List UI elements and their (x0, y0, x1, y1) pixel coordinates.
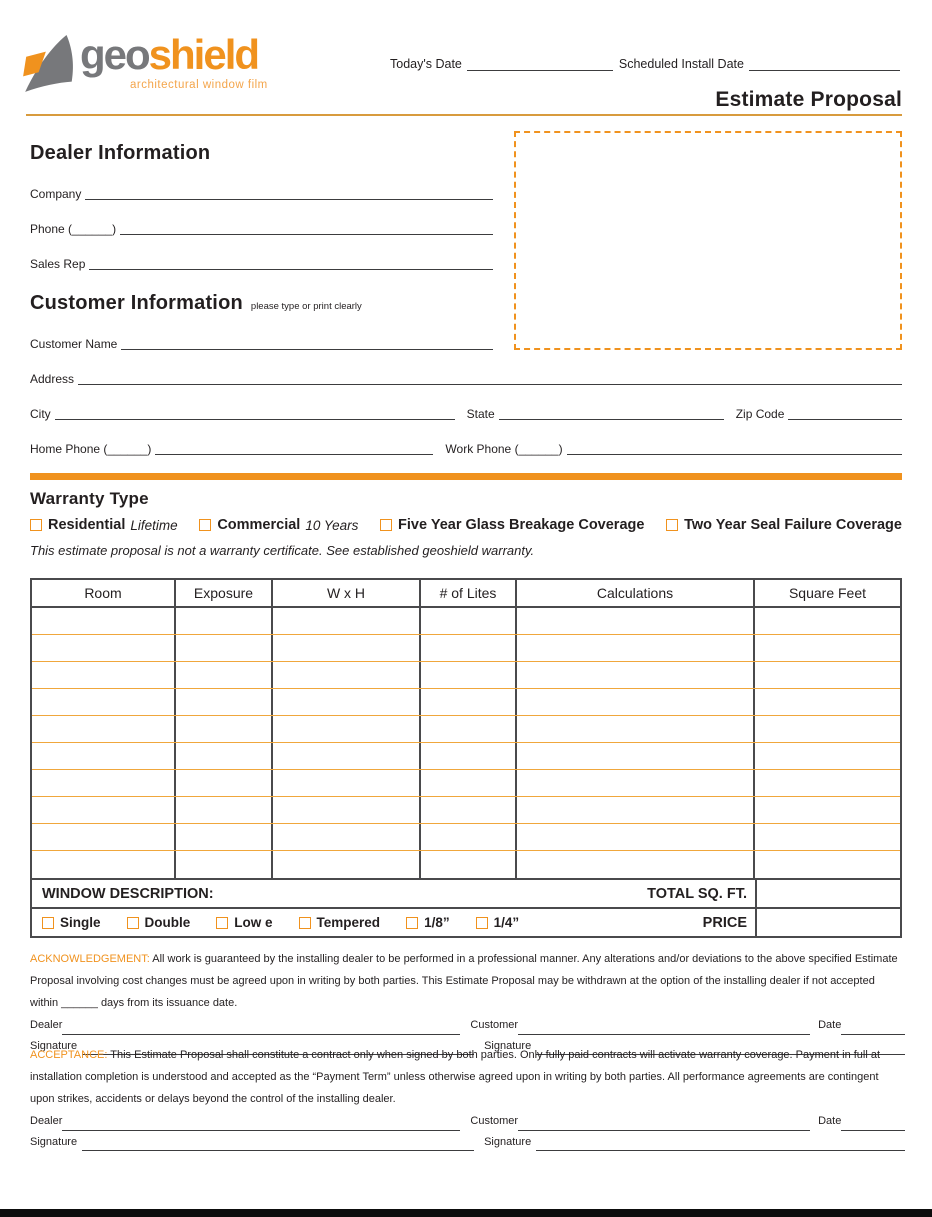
todays-date-field[interactable] (467, 59, 613, 71)
table-cell[interactable] (273, 743, 421, 769)
dealer-information-heading: Dealer Information (30, 142, 211, 164)
table-cell[interactable] (517, 662, 755, 688)
checkbox-icon[interactable] (42, 917, 54, 929)
table-cell[interactable] (755, 851, 900, 878)
table-cell[interactable] (176, 662, 273, 688)
table-cell[interactable] (755, 824, 900, 850)
table-cell[interactable] (32, 716, 176, 742)
customer-name-row (30, 338, 493, 350)
acc-customer-signature-field[interactable] (536, 1137, 905, 1151)
estimate-table-body (32, 608, 900, 878)
window-option-label: Tempered (316, 915, 381, 930)
warranty-type-heading: Warranty Type (30, 489, 149, 508)
company-row (30, 188, 493, 200)
table-cell[interactable] (421, 716, 517, 742)
table-cell[interactable] (421, 689, 517, 715)
checkbox-icon[interactable] (127, 917, 139, 929)
logo-geo-text: geo (80, 31, 149, 78)
window-option-label: Single (60, 915, 101, 930)
dealer-phone-row (30, 223, 493, 235)
table-cell[interactable] (421, 851, 517, 878)
table-row (32, 770, 900, 797)
city-state-zip-row (30, 408, 902, 420)
table-cell[interactable] (176, 770, 273, 796)
window-description-row (32, 878, 900, 907)
table-cell[interactable] (517, 608, 755, 634)
warranty-option-label: Five Year Glass Breakage Coverage (398, 517, 645, 533)
table-cell[interactable] (755, 743, 900, 769)
table-cell[interactable] (273, 635, 421, 661)
work-phone-field[interactable] (567, 443, 902, 455)
warranty-option-residential[interactable] (30, 517, 178, 533)
table-cell[interactable] (421, 608, 517, 634)
state-label: State (466, 407, 495, 421)
ack-dealer-field[interactable] (62, 1021, 460, 1035)
logo-tagline: architectural window film (130, 79, 268, 91)
column-header: W x H (273, 580, 421, 606)
checkbox-icon[interactable] (666, 519, 678, 531)
table-cell[interactable] (273, 662, 421, 688)
sales-rep-row (30, 258, 493, 270)
acceptance-block (30, 1044, 905, 1151)
page-bottom-bar (0, 1209, 932, 1217)
ack-dealer-row (30, 1017, 905, 1035)
window-option-label: 1/4” (493, 915, 520, 930)
table-cell[interactable] (176, 689, 273, 715)
checkbox-icon[interactable] (216, 917, 228, 929)
table-cell[interactable] (176, 716, 273, 742)
table-cell[interactable] (32, 743, 176, 769)
table-cell[interactable] (517, 770, 755, 796)
install-date-label: Scheduled Install Date (618, 57, 744, 71)
phones-row (30, 443, 902, 455)
dealer-label: Dealer (30, 1115, 63, 1127)
table-row (32, 824, 900, 851)
column-header: Square Feet (788, 585, 867, 601)
ack-date-field[interactable] (841, 1021, 905, 1035)
table-cell[interactable] (176, 797, 273, 823)
column-header: Calculations (517, 580, 755, 606)
table-row (32, 743, 900, 770)
table-cell[interactable] (176, 743, 273, 769)
table-cell[interactable] (32, 851, 176, 878)
signature-label: Signature (30, 1135, 78, 1148)
checkbox-icon[interactable] (406, 917, 418, 929)
warranty-option-commercial[interactable] (199, 517, 358, 533)
logo-shield-text: shield (148, 31, 259, 78)
table-cell[interactable] (421, 824, 517, 850)
table-cell[interactable] (32, 635, 176, 661)
column-header: Exposure (176, 580, 273, 606)
acc-date-field[interactable] (841, 1117, 905, 1131)
table-row (32, 716, 900, 743)
warranty-option-glass-breakage[interactable] (380, 517, 644, 533)
table-cell[interactable] (755, 797, 900, 823)
table-cell[interactable] (517, 716, 755, 742)
home-phone-field[interactable] (155, 443, 433, 455)
window-option-tempered[interactable] (299, 915, 381, 930)
table-row (32, 635, 900, 662)
customer-name-field[interactable] (121, 338, 493, 350)
sail-logo-icon (22, 34, 78, 99)
table-cell[interactable] (32, 662, 176, 688)
table-cell[interactable] (32, 608, 176, 634)
table-cell[interactable] (421, 743, 517, 769)
window-description-label: WINDOW DESCRIPTION: (42, 885, 214, 902)
acceptance-paragraph (30, 1044, 905, 1110)
table-cell[interactable] (273, 770, 421, 796)
dealer-phone-field[interactable] (120, 223, 493, 235)
warranty-option-qualifier: Lifetime (130, 517, 178, 533)
table-cell[interactable] (32, 689, 176, 715)
geoshield-logo (22, 31, 268, 99)
customer-information-heading: Customer Information (30, 292, 243, 314)
table-cell[interactable] (517, 743, 755, 769)
column-header: # of Lites (421, 580, 517, 606)
address-row (30, 373, 902, 385)
warranty-type-section (30, 489, 902, 558)
checkbox-icon[interactable] (299, 917, 311, 929)
table-row (32, 689, 900, 716)
table-cell[interactable] (755, 608, 900, 634)
estimate-table-header (32, 580, 900, 608)
table-cell[interactable] (421, 770, 517, 796)
warranty-option-qualifier: 10 Years (305, 517, 359, 533)
acceptance-label: ACCEPTANCE: (30, 1049, 108, 1061)
header-rule (26, 114, 902, 116)
acknowledgement-label: ACKNOWLEDGEMENT: (30, 953, 150, 965)
table-cell[interactable] (176, 824, 273, 850)
table-cell[interactable] (755, 716, 900, 742)
date-label: Date (818, 1019, 842, 1031)
warranty-disclaimer: This estimate proposal is not a warranty certificate. See established geoshield warranty. (30, 543, 535, 558)
table-cell[interactable] (273, 824, 421, 850)
acknowledgement-text: All work is guaranteed by the installing dealer to be performed in a professional manner. Any alterations and/or deviations to the above specified Estimate Proposal involving cost changes must be agreed upon in writing by both parties. This Estimate Proposal may be withdrawn at the option of the installing dealer if not accepted within ______ days from its issuance date. (30, 953, 898, 1009)
table-row (32, 797, 900, 824)
column-header: Room (32, 580, 176, 606)
table-row (32, 662, 900, 689)
home-phone-label: Home Phone (______) (30, 442, 152, 456)
section-divider-bar (30, 473, 902, 480)
acc-signature-row (30, 1134, 905, 1152)
table-cell[interactable] (273, 797, 421, 823)
dealer-phone-label: Phone (______) (30, 222, 117, 236)
table-cell[interactable] (421, 797, 517, 823)
header-date-row (390, 58, 900, 71)
logo-wordmark (80, 31, 268, 78)
window-options-row (32, 909, 757, 936)
total-sq-ft-label: TOTAL SQ. FT. (647, 885, 747, 902)
sales-rep-field[interactable] (89, 258, 493, 270)
customer-note: please type or print clearly (250, 301, 362, 312)
checkbox-icon[interactable] (476, 917, 488, 929)
window-option-low-e[interactable] (216, 915, 272, 930)
acknowledgement-block (30, 948, 905, 1055)
ack-customer-field[interactable] (518, 1021, 810, 1035)
table-cell[interactable] (517, 851, 755, 878)
table-cell[interactable] (421, 662, 517, 688)
table-cell[interactable] (421, 635, 517, 661)
table-cell[interactable] (273, 689, 421, 715)
warranty-option-label: Commercial (217, 517, 301, 533)
estimate-table (30, 578, 902, 938)
table-cell[interactable] (32, 824, 176, 850)
acc-dealer-row (30, 1113, 905, 1131)
price-row (32, 907, 900, 936)
warranty-options-row (30, 517, 902, 533)
customer-name-label: Customer Name (30, 337, 118, 351)
table-cell[interactable] (32, 770, 176, 796)
table-cell[interactable] (755, 635, 900, 661)
install-date-field[interactable] (749, 59, 900, 71)
table-cell[interactable] (273, 608, 421, 634)
dealer-label: Dealer (30, 1019, 63, 1031)
checkbox-icon[interactable] (380, 519, 392, 531)
company-label: Company (30, 187, 82, 201)
table-cell[interactable] (176, 635, 273, 661)
acc-dealer-signature-field[interactable] (82, 1137, 474, 1151)
table-row (32, 608, 900, 635)
table-row (32, 851, 900, 878)
table-cell[interactable] (517, 824, 755, 850)
price-label: PRICE (702, 914, 747, 931)
state-field[interactable] (499, 408, 724, 420)
address-field[interactable] (78, 373, 902, 385)
window-option-eighth-inch[interactable] (406, 915, 450, 930)
company-field[interactable] (85, 188, 493, 200)
zip-label: Zip Code (735, 407, 785, 421)
table-cell[interactable] (517, 635, 755, 661)
table-cell[interactable] (176, 851, 273, 878)
table-cell[interactable] (755, 689, 900, 715)
sales-rep-label: Sales Rep (30, 257, 86, 271)
zip-field[interactable] (788, 408, 902, 420)
table-cell[interactable] (273, 716, 421, 742)
page-title: Estimate Proposal (715, 88, 902, 111)
customer-label: Customer (470, 1115, 519, 1127)
window-option-label: Low e (234, 915, 273, 930)
acc-customer-field[interactable] (518, 1117, 810, 1131)
table-cell[interactable] (273, 851, 421, 878)
city-label: City (30, 407, 51, 421)
signature-label: Signature (30, 1039, 78, 1052)
city-field[interactable] (55, 408, 455, 420)
table-cell[interactable] (32, 797, 176, 823)
window-option-single[interactable] (42, 915, 101, 930)
table-cell[interactable] (755, 770, 900, 796)
warranty-option-label: Residential (48, 517, 126, 533)
customer-information-section (30, 292, 902, 455)
window-option-label: Double (144, 915, 191, 930)
customer-label: Customer (470, 1019, 519, 1031)
warranty-option-seal-failure[interactable] (666, 517, 902, 533)
window-option-double[interactable] (127, 915, 191, 930)
work-phone-label: Work Phone (______) (445, 442, 563, 456)
table-cell[interactable] (517, 689, 755, 715)
todays-date-label: Today's Date (390, 57, 462, 71)
table-cell[interactable] (755, 662, 900, 688)
warranty-option-label: Two Year Seal Failure Coverage (684, 517, 902, 533)
acknowledgement-paragraph (30, 948, 905, 1014)
acc-dealer-field[interactable] (62, 1117, 460, 1131)
acceptance-text: This Estimate Proposal shall constitute a contract only when signed by both parties. Only fully paid contracts will activate warranty coverage. Payment in full at installation completion is understood and accepted as the “Payment Term” unless otherwise agreed upon in writing by both parties. All performance agreements are contingent upon strikes, accidents or delays beyond the control of the installing dealer. (30, 1049, 881, 1105)
dealer-information-section (30, 142, 493, 270)
window-option-quarter-inch[interactable] (476, 915, 520, 930)
address-label: Address (30, 372, 75, 386)
signature-label: Signature (484, 1039, 532, 1052)
table-cell[interactable] (517, 797, 755, 823)
window-option-label: 1/8” (424, 915, 450, 930)
checkbox-icon[interactable] (199, 519, 211, 531)
table-cell[interactable] (176, 608, 273, 634)
date-label: Date (818, 1115, 842, 1127)
checkbox-icon[interactable] (30, 519, 42, 531)
signature-label: Signature (484, 1135, 532, 1148)
